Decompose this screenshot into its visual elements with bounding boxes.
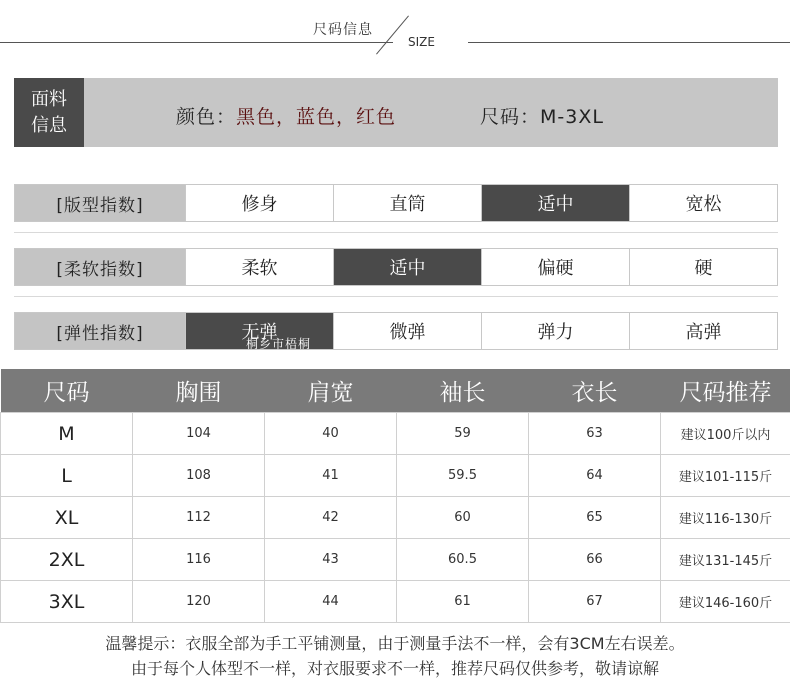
fabric-label: 面料信息 [31, 88, 67, 136]
header-title-cn: 尺码信息 [313, 22, 373, 38]
table-header-row [1, 369, 790, 413]
cell-shoulder: 41 [265, 455, 397, 497]
cell-length: 64 [529, 455, 661, 497]
header-size: 尺码 [1, 369, 133, 413]
cell-shoulder: 43 [265, 539, 397, 581]
fabric-color [176, 102, 396, 129]
cell-length: 65 [529, 497, 661, 539]
softness-option: 硬 [629, 249, 777, 285]
table-row [1, 497, 790, 539]
cell-sleeve: 61 [397, 581, 529, 623]
header-divider-right [468, 42, 790, 43]
size-table [0, 369, 790, 623]
header-divider-left [0, 42, 393, 43]
cell-length: 67 [529, 581, 661, 623]
header-title-en: SIZE [408, 35, 435, 49]
table-row [1, 413, 790, 455]
cell-recommend: 建议146-160斤 [661, 581, 790, 623]
cell-size: 2XL [1, 539, 133, 581]
divider [14, 232, 778, 233]
fit-option: 宽松 [629, 185, 777, 221]
divider [14, 296, 778, 297]
cell-recommend: 建议101-115斤 [661, 455, 790, 497]
color-value: 黑色，蓝色，红色 [236, 106, 397, 128]
cell-chest: 116 [133, 539, 265, 581]
softness-option-selected: 适中 [333, 249, 481, 285]
cell-sleeve: 60.5 [397, 539, 529, 581]
fit-index-label: [版型指数] [15, 185, 185, 221]
softness-index-row [14, 248, 778, 286]
cell-chest: 108 [133, 455, 265, 497]
cell-size: L [1, 455, 133, 497]
size-label: 尺码： [480, 106, 541, 128]
fabric-size [480, 102, 604, 129]
header-recommend: 尺码推荐 [661, 369, 790, 413]
cell-sleeve: 59.5 [397, 455, 529, 497]
table-row [1, 581, 790, 623]
cell-shoulder: 42 [265, 497, 397, 539]
fit-option: 修身 [185, 185, 333, 221]
header-sleeve: 袖长 [397, 369, 529, 413]
cell-length: 66 [529, 539, 661, 581]
cell-size: M [1, 413, 133, 455]
cell-size: XL [1, 497, 133, 539]
fit-index-row [14, 184, 778, 222]
color-label: 颜色： [176, 106, 237, 128]
cell-sleeve: 60 [397, 497, 529, 539]
fit-option: 直筒 [333, 185, 481, 221]
elasticity-option: 高弹 [629, 313, 777, 349]
cell-sleeve: 59 [397, 413, 529, 455]
note-measurement: 温馨提示：衣服全部为手工平铺测量，由于测量手法不一样，会有3CM左右误差。 [105, 634, 685, 653]
elasticity-option-selected: 无弹 [185, 313, 333, 349]
size-value: M-3XL [540, 106, 604, 128]
softness-option: 偏硬 [481, 249, 629, 285]
cell-chest: 120 [133, 581, 265, 623]
header-slash [376, 16, 409, 55]
cell-recommend: 建议116-130斤 [661, 497, 790, 539]
header-chest: 胸围 [133, 369, 265, 413]
table-row [1, 455, 790, 497]
fabric-label-box [14, 78, 84, 147]
elasticity-index-label: [弹性指数] [15, 313, 185, 349]
softness-option: 柔软 [185, 249, 333, 285]
cell-size: 3XL [1, 581, 133, 623]
cell-recommend: 建议131-145斤 [661, 539, 790, 581]
cell-length: 63 [529, 413, 661, 455]
cell-chest: 112 [133, 497, 265, 539]
elasticity-option: 微弹 [333, 313, 481, 349]
cell-shoulder: 40 [265, 413, 397, 455]
header-length: 衣长 [529, 369, 661, 413]
fabric-info-bar [14, 78, 778, 147]
table-row [1, 539, 790, 581]
watermark-text: 桐乡市梧桐 [246, 337, 312, 351]
cell-recommend: 建议100斤以内 [661, 413, 790, 455]
cell-shoulder: 44 [265, 581, 397, 623]
cell-chest: 104 [133, 413, 265, 455]
header-shoulder: 肩宽 [265, 369, 397, 413]
softness-index-label: [柔软指数] [15, 249, 185, 285]
note-reference: 由于每个人体型不一样，对衣服要求不一样，推荐尺码仅供参考，敬请谅解 [130, 659, 659, 678]
elasticity-index-row [14, 312, 778, 350]
elasticity-option: 弹力 [481, 313, 629, 349]
fit-option-selected: 适中 [481, 185, 629, 221]
